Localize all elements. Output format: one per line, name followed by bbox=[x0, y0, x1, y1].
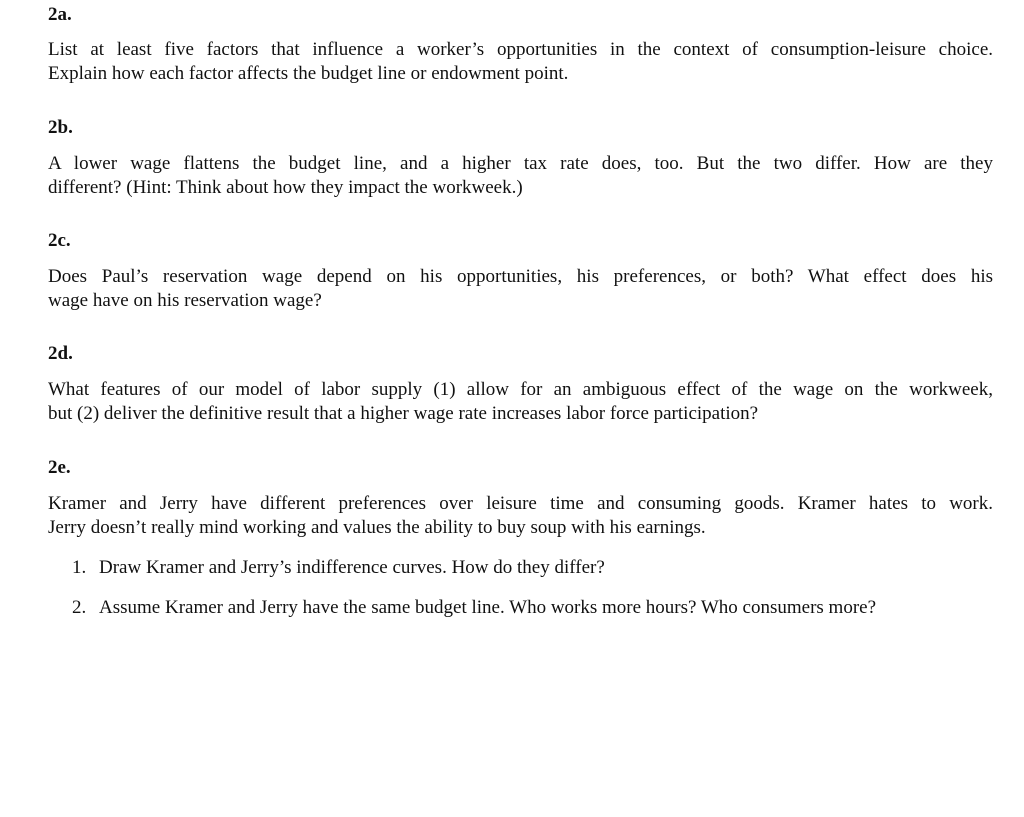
section-2e-line-1: Kramer and Jerry have different preferences over leisure time and consuming goods. Kramer hates to work. bbox=[48, 493, 993, 514]
section-2c-line-2: wage have on his reservation wage? bbox=[48, 290, 322, 311]
list-item bbox=[72, 596, 993, 620]
section-2a-text bbox=[48, 38, 993, 86]
section-2d-line-1: What features of our model of labor supply (1) allow for an ambiguous effect of the wage on the workweek, bbox=[48, 379, 993, 400]
section-2e-line-2: Jerry doesn’t really mind working and values the ability to buy soup with his earnings. bbox=[48, 517, 706, 538]
section-2d-line-2: but (2) deliver the definitive result that a higher wage rate increases labor force participation? bbox=[48, 403, 759, 424]
section-2b-line-1: A lower wage flattens the budget line, and a higher tax rate does, too. But the two differ. How are they bbox=[48, 153, 993, 174]
section-2e-text bbox=[48, 492, 993, 540]
section-2b-line-2: different? (Hint: Think about how they impact the workweek.) bbox=[48, 177, 523, 198]
list-item-number: 2. bbox=[72, 597, 87, 618]
section-2a-line-1: List at least five factors that influence a worker’s opportunities in the context of consumption-leisure choice. bbox=[48, 39, 993, 60]
section-2b-text bbox=[48, 152, 993, 200]
list-item-text: Assume Kramer and Jerry have the same budget line. Who works more hours? Who consumers more? bbox=[99, 597, 877, 618]
section-2c-line-1: Does Paul’s reservation wage depend on his opportunities, his preferences, or both? What effect does his bbox=[48, 266, 993, 287]
section-2d-text bbox=[48, 378, 993, 426]
section-2e-heading: 2e. bbox=[48, 457, 71, 478]
list-item-number: 1. bbox=[72, 557, 87, 578]
list-item-text: Draw Kramer and Jerry’s indifference curves. How do they differ? bbox=[99, 557, 605, 578]
section-2c-text bbox=[48, 265, 993, 313]
section-2d-heading: 2d. bbox=[48, 343, 73, 364]
section-2e-list bbox=[72, 556, 993, 620]
list-item bbox=[72, 556, 993, 580]
section-2c-heading: 2c. bbox=[48, 230, 71, 251]
section-2b-heading: 2b. bbox=[48, 117, 73, 138]
section-2a-heading: 2a. bbox=[48, 4, 72, 25]
section-2a-line-2: Explain how each factor affects the budget line or endowment point. bbox=[48, 63, 569, 84]
